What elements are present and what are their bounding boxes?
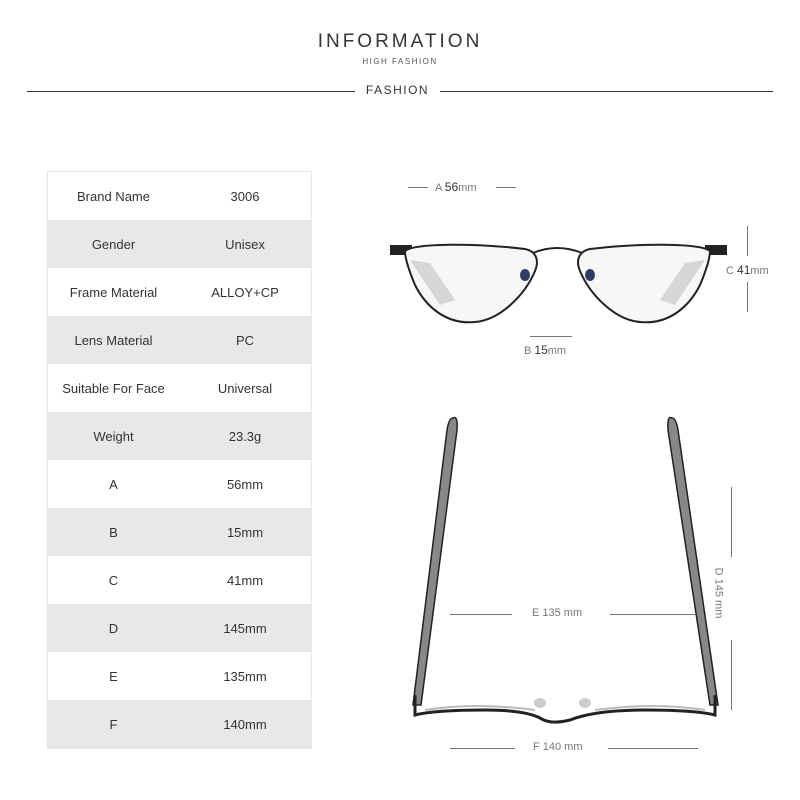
spec-label: Lens Material <box>74 332 153 348</box>
dimension-c-line-top <box>747 226 748 256</box>
dimension-e-line-right <box>610 614 695 615</box>
divider-left <box>27 91 355 92</box>
spec-value: ALLOY+CP <box>211 284 279 300</box>
spec-value: 23.3g <box>228 428 262 444</box>
spec-label: Suitable For Face <box>62 380 165 396</box>
dimension-f-label: F 140 mm <box>533 741 583 753</box>
table-row <box>48 556 311 604</box>
divider-right <box>440 91 773 92</box>
dimension-e-label: E 135 mm <box>532 607 583 619</box>
table-row <box>48 364 311 412</box>
dimension-letter: A <box>435 182 442 194</box>
dimension-letter: C <box>726 265 734 277</box>
table-row <box>48 316 311 364</box>
spec-label: A <box>109 476 118 492</box>
spec-table <box>47 171 312 749</box>
divider-label: FASHION <box>365 83 430 97</box>
dimension-value: 41 <box>737 263 751 277</box>
dimension-b-label <box>524 343 566 357</box>
dimension-d-line-top <box>731 487 732 557</box>
dimension-unit: mm <box>458 182 477 194</box>
dimension-value: 15 <box>534 343 548 357</box>
table-row <box>48 604 311 652</box>
dimension-unit: mm <box>750 265 769 277</box>
spec-value: 3006 <box>230 188 260 204</box>
spec-label: E <box>109 668 118 684</box>
table-row <box>48 460 311 508</box>
table-row <box>48 172 311 220</box>
table-row <box>48 508 311 556</box>
spec-label: Gender <box>91 236 136 252</box>
spec-label: D <box>108 620 119 636</box>
spec-value: PC <box>235 332 255 348</box>
spec-label: B <box>109 524 118 540</box>
table-row <box>48 412 311 460</box>
dimension-b-line <box>530 336 572 337</box>
dimension-a-label <box>435 180 476 194</box>
dimension-d-label: D 145 mm <box>712 567 725 619</box>
spec-label: F <box>109 716 118 732</box>
dimension-f-line-right <box>608 748 698 749</box>
glasses-front-view <box>385 235 730 330</box>
spec-label: Brand Name <box>77 188 150 204</box>
spec-label: Frame Material <box>69 284 158 300</box>
dimension-a-line-left <box>408 187 428 188</box>
dimension-c-label <box>726 263 769 277</box>
page-subtitle: HIGH FASHION <box>362 57 438 66</box>
dimension-a-line-right <box>496 187 516 188</box>
table-row <box>48 652 311 700</box>
dimension-value: 56 <box>444 180 459 194</box>
dimension-f-line-left <box>450 748 515 749</box>
glasses-top-view <box>405 410 725 730</box>
page-title: INFORMATION <box>317 31 483 52</box>
table-row <box>48 220 311 268</box>
spec-label: Weight <box>93 428 134 444</box>
dimension-unit: mm <box>547 345 567 357</box>
spec-value: 140mm <box>223 716 267 732</box>
table-row <box>48 700 311 748</box>
spec-value: Unisex <box>225 236 265 252</box>
spec-value: Universal <box>217 380 273 396</box>
dimension-e-line-left <box>450 614 512 615</box>
table-row <box>48 268 311 316</box>
spec-value: 145mm <box>223 620 267 636</box>
dimension-letter: B <box>524 345 532 357</box>
spec-value: 15mm <box>226 524 264 540</box>
spec-value: 41mm <box>226 572 264 588</box>
dimension-c-line-bottom <box>747 282 748 312</box>
dimension-d-line-bottom <box>731 640 732 710</box>
spec-label: C <box>108 572 119 588</box>
spec-value: 135mm <box>223 668 267 684</box>
spec-value: 56mm <box>226 476 264 492</box>
